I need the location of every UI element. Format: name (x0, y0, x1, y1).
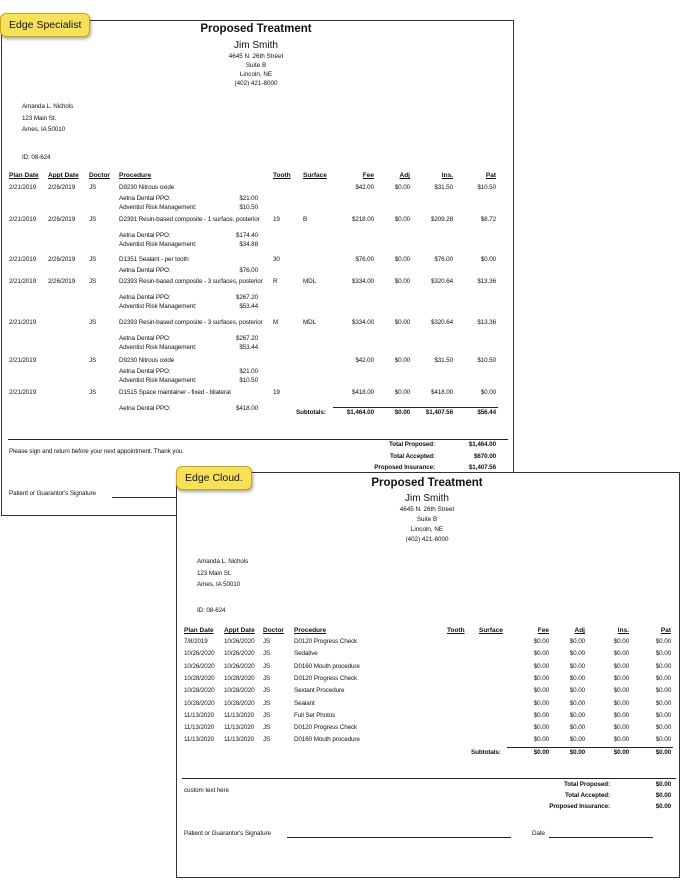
appt-date-cell: 10/28/2020 (224, 699, 255, 707)
appt-date-cell: 10/26/2020 (224, 662, 255, 670)
subtotal-ins: $1,407.56 (425, 409, 453, 416)
plan-date-cell: 10/28/2020 (184, 687, 215, 695)
col-header-fee: Fee (362, 172, 374, 179)
procedure-cell: Sextant Procedure (294, 687, 345, 695)
subtotal-pat: $56.44 (477, 409, 496, 416)
adj-cell: $0.00 (569, 711, 585, 719)
doctor-cell: JS (263, 724, 271, 732)
total-label: Total Proposed: (389, 441, 435, 448)
insurance-label: Aetna Dental PPO: (119, 294, 171, 301)
tooth-cell: M (273, 319, 279, 326)
ins-cell: $0.00 (613, 662, 629, 670)
doctor-cell: JS (263, 638, 271, 645)
total-value: $0.00 (655, 781, 671, 788)
ins-cell: $0.00 (613, 650, 629, 658)
surface-cell: B (303, 216, 308, 223)
fee-cell: $42.00 (355, 184, 374, 191)
document-title: Proposed Treatment (371, 477, 483, 489)
doctor-cell: JS (263, 687, 271, 695)
insurance-label: Aetna Dental PPO: (119, 405, 171, 412)
fee-cell: $42.00 (355, 357, 374, 364)
doctor-cell: JS (89, 216, 97, 223)
adj-cell: $0.00 (394, 357, 410, 364)
signature-label: Patient or Guarantor's Signature (9, 490, 96, 497)
procedure-cell: D0160 Mouth procedure (294, 736, 360, 744)
fee-cell: $0.00 (533, 711, 549, 719)
pat-cell: $0.00 (655, 674, 671, 682)
tooth-cell: R (273, 278, 278, 285)
insurance-amount: $10.50 (239, 204, 258, 211)
adj-cell: $0.00 (394, 216, 410, 223)
insurance-amount: $174.40 (235, 232, 258, 239)
insurance-label: Adventist Risk Management: (119, 204, 197, 211)
insurance-amount: $267.20 (235, 294, 258, 301)
footer-text: Please sign and return before your next appointment. Thank you. (9, 448, 184, 455)
procedure-cell: D9230 Nitrous oxide (119, 357, 175, 364)
patient-address: 123 Main St. (22, 115, 57, 122)
total-label: Proposed Insurance: (374, 464, 435, 471)
col-header-adj: Adj (574, 627, 585, 634)
practice-address-line2: Suite B (245, 62, 267, 69)
col-header-pat: Pat (660, 627, 671, 634)
signature-line (287, 837, 511, 838)
col-header-ins: Ins. (617, 627, 629, 634)
adj-cell: $0.00 (394, 278, 410, 285)
subtotal-line (507, 747, 673, 748)
adj-cell: $0.00 (394, 319, 410, 326)
col-header-fee: Fee (537, 627, 549, 634)
plan-date-cell: 10/28/2020 (184, 674, 215, 682)
practice-city: Lincoln, NE (239, 71, 273, 78)
adj-cell: $0.00 (394, 389, 410, 396)
pat-cell: $0.00 (655, 650, 671, 658)
tooth-cell: 30 (273, 256, 280, 263)
total-label: Total Accepted: (389, 453, 435, 460)
practice-name: Jim Smith (234, 40, 278, 51)
ins-cell: $209.28 (430, 216, 453, 223)
doctor-cell: JS (263, 650, 271, 658)
adj-cell: $0.00 (569, 736, 585, 744)
doctor-cell: JS (263, 699, 271, 707)
total-value: $0.00 (655, 792, 671, 799)
doctor-cell: JS (263, 674, 271, 682)
practice-name: Jim Smith (405, 493, 449, 504)
col-header-procedure: Procedure (294, 627, 327, 634)
procedure-cell: D2391 Resin-based composite - 1 surface, posterior (119, 216, 260, 223)
total-label: Proposed Insurance: (549, 803, 610, 810)
procedure-cell: D2393 Resin-based composite - 3 surfaces, posterior (119, 278, 263, 285)
appt-date-cell: 11/13/2020 (224, 711, 255, 719)
subtotal-adj: $0.00 (394, 409, 410, 416)
adj-cell: $0.00 (394, 256, 410, 263)
practice-city: Lincoln, NE (410, 526, 444, 533)
practice-address-line2: Suite B (416, 516, 438, 523)
adj-cell: $0.00 (569, 724, 585, 732)
total-value: $0.00 (655, 803, 671, 810)
pat-cell: $0.00 (655, 711, 671, 719)
col-header-doctor: Doctor (263, 627, 284, 634)
ins-cell: $76.00 (434, 256, 453, 263)
appt-date-cell: 10/26/2020 (224, 638, 255, 645)
subtotal-fee: $1,464.00 (346, 409, 374, 416)
total-value: $1,464.00 (468, 441, 496, 448)
patient-id: ID: 08-624 (22, 154, 51, 161)
adj-cell: $0.00 (569, 674, 585, 682)
col-header-doctor: Doctor (89, 172, 110, 179)
insurance-label: Aetna Dental PPO: (119, 368, 171, 375)
pat-cell: $0.00 (655, 699, 671, 707)
fee-cell: $76.00 (355, 256, 374, 263)
total-value: $670.00 (473, 453, 496, 460)
col-header-surface: Surface (479, 627, 503, 634)
adj-cell: $0.00 (569, 638, 585, 645)
ins-cell: $0.00 (613, 724, 629, 732)
fee-cell: $0.00 (533, 687, 549, 695)
plan-date-cell: 2/21/2019 (9, 256, 37, 263)
subtotal-adj: $0.00 (569, 749, 585, 756)
col-header-ins: Ins. (441, 172, 453, 179)
ins-cell: $320.64 (430, 319, 453, 326)
total-value: $1,407.56 (468, 464, 496, 471)
document-title: Proposed Treatment (200, 23, 312, 35)
plan-date-cell: 10/28/2020 (184, 699, 215, 707)
procedure-cell: D0120 Progress Check (294, 674, 358, 682)
col-header-procedure: Procedure (119, 172, 152, 179)
adj-cell: $0.00 (569, 650, 585, 658)
col-header-surface: Surface (303, 172, 327, 179)
ins-cell: $0.00 (613, 711, 629, 719)
col-header-plan-date: Plan Date (9, 172, 39, 179)
appt-date-cell: 2/26/2019 (48, 184, 76, 191)
fee-cell: $0.00 (533, 699, 549, 707)
insurance-amount: $76.00 (239, 267, 258, 274)
date-label: Date (532, 830, 545, 837)
tooth-cell: 19 (273, 389, 280, 396)
insurance-label: Adventist Risk Management: (119, 303, 197, 310)
appt-date-cell: 11/13/2020 (224, 736, 255, 744)
footer-text: custom text here (184, 787, 229, 794)
ins-cell: $0.00 (613, 736, 629, 744)
insurance-label: Adventist Risk Management: (119, 241, 197, 248)
appt-date-cell: 2/26/2019 (48, 278, 76, 285)
plan-date-cell: 2/21/2019 (9, 389, 37, 396)
plan-date-cell: 10/26/2020 (184, 650, 215, 658)
doctor-cell: JS (89, 256, 97, 263)
insurance-amount: $10.50 (239, 377, 258, 384)
fee-cell: $0.00 (533, 638, 549, 645)
ins-cell: $31.50 (434, 357, 453, 364)
col-header-appt-date: Appt Date (48, 172, 79, 179)
subtotal-ins: $0.00 (613, 749, 629, 756)
procedure-cell: D9230 Nitrous oxide (119, 184, 175, 191)
patient-name: Amanda L. Nichols (22, 103, 74, 110)
pat-cell: $0.00 (480, 389, 496, 396)
plan-date-cell: 7/8/2019 (184, 638, 208, 645)
plan-date-cell: 11/13/2020 (184, 711, 215, 719)
fee-cell: $334.00 (351, 319, 374, 326)
ins-cell: $320.64 (430, 278, 453, 285)
col-header-appt-date: Appt Date (224, 627, 255, 634)
signature-label: Patient or Guarantor's Signature (184, 830, 271, 837)
edge-cloud-label: Edge Cloud. (176, 466, 252, 490)
pat-cell: $0.00 (655, 736, 671, 744)
subtotal-pat: $0.00 (655, 749, 671, 756)
subtotals-label: Subtotals: (296, 409, 326, 416)
insurance-amount: $267.20 (235, 335, 258, 342)
insurance-amount: $53.44 (239, 344, 258, 351)
plan-date-cell: 2/21/2019 (9, 184, 37, 191)
insurance-label: Aetna Dental PPO: (119, 335, 171, 342)
insurance-amount: $21.00 (239, 195, 258, 202)
plan-date-cell: 2/21/2019 (9, 278, 37, 285)
plan-date-cell: 2/21/2019 (9, 357, 37, 364)
patient-city: Ames, IA 50010 (22, 126, 66, 133)
fee-cell: $218.00 (351, 216, 374, 223)
procedure-cell: Sealant (294, 699, 315, 707)
pat-cell: $13.36 (477, 319, 496, 326)
pat-cell: $10.50 (477, 357, 496, 364)
insurance-label: Aetna Dental PPO: (119, 267, 171, 274)
subtotal-fee: $0.00 (533, 749, 549, 756)
doctor-cell: JS (89, 357, 97, 364)
col-header-plan-date: Plan Date (184, 627, 214, 634)
date-line (549, 837, 653, 838)
practice-address-line1: 4645 N. 26th Street (399, 506, 455, 513)
procedure-cell: D1351 Sealant - per tooth (119, 256, 189, 263)
insurance-label: Aetna Dental PPO: (119, 232, 171, 239)
col-header-pat: Pat (485, 172, 496, 179)
adj-cell: $0.00 (394, 184, 410, 191)
total-label: Total Accepted: (564, 792, 610, 799)
insurance-amount: $418.00 (235, 405, 258, 412)
ins-cell: $0.00 (613, 674, 629, 682)
procedure-cell: Sedative (294, 650, 318, 658)
doctor-cell: JS (89, 319, 97, 326)
appt-date-cell: 2/26/2019 (48, 216, 76, 223)
insurance-amount: $53.44 (239, 303, 258, 310)
adj-cell: $0.00 (569, 687, 585, 695)
ins-cell: $0.00 (613, 699, 629, 707)
fee-cell: $0.00 (533, 736, 549, 744)
procedure-cell: Full Set Photos (294, 711, 336, 719)
patient-city: Ames, IA 50010 (197, 581, 241, 588)
total-label: Total Proposed: (564, 781, 610, 788)
ins-cell: $418.00 (430, 389, 453, 396)
doctor-cell: JS (89, 184, 97, 191)
surface-cell: MDL (303, 278, 316, 285)
tooth-cell: 19 (273, 216, 280, 223)
appt-date-cell: 11/13/2020 (224, 724, 255, 732)
footer-divider (8, 439, 508, 440)
procedure-cell: D1515 Space maintainer - fixed - bilateral (119, 389, 231, 396)
fee-cell: $0.00 (533, 650, 549, 658)
pat-cell: $8.72 (480, 216, 496, 223)
subtotals-label: Subtotals: (471, 749, 501, 756)
fee-cell: $0.00 (533, 662, 549, 670)
col-header-tooth: Tooth (447, 627, 465, 634)
insurance-label: Adventist Risk Management: (119, 377, 197, 384)
pat-cell: $0.00 (655, 638, 671, 645)
patient-id: ID: 08-624 (197, 607, 226, 614)
plan-date-cell: 2/21/2019 (9, 216, 37, 223)
insurance-label: Aetna Dental PPO: (119, 195, 171, 202)
practice-phone: (402) 421-8000 (234, 80, 278, 87)
edge-specialist-document (1, 20, 514, 516)
procedure-cell: D2393 Resin-based composite - 3 surfaces, posterior (119, 319, 263, 326)
col-header-adj: Adj (399, 172, 410, 179)
plan-date-cell: 11/13/2020 (184, 724, 215, 732)
procedure-cell: D0120 Progress Check (294, 638, 358, 645)
patient-name: Amanda L. Nichols (197, 558, 249, 565)
col-header-tooth: Tooth (273, 172, 291, 179)
insurance-label: Adventist Risk Management: (119, 344, 197, 351)
plan-date-cell: 10/26/2020 (184, 662, 215, 670)
surface-cell: MDL (303, 319, 316, 326)
procedure-cell: D0120 Progress Check (294, 724, 358, 732)
footer-divider (182, 778, 676, 779)
pat-cell: $13.36 (477, 278, 496, 285)
appt-date-cell: 10/28/2020 (224, 674, 255, 682)
edge-cloud-document (176, 472, 680, 878)
pat-cell: $0.00 (655, 724, 671, 732)
adj-cell: $0.00 (569, 662, 585, 670)
patient-address: 123 Main St. (197, 570, 232, 577)
practice-address-line1: 4645 N. 26th Street (228, 53, 284, 60)
plan-date-cell: 2/21/2019 (9, 319, 37, 326)
plan-date-cell: 11/13/2020 (184, 736, 215, 744)
practice-phone: (402) 421-8000 (405, 536, 449, 543)
insurance-amount: $21.00 (239, 368, 258, 375)
signature-line (112, 497, 176, 498)
doctor-cell: JS (89, 278, 97, 285)
pat-cell: $10.50 (477, 184, 496, 191)
appt-date-cell: 10/28/2020 (224, 687, 255, 695)
ins-cell: $0.00 (613, 687, 629, 695)
doctor-cell: JS (263, 711, 271, 719)
fee-cell: $0.00 (533, 724, 549, 732)
ins-cell: $0.00 (613, 638, 629, 645)
fee-cell: $418.00 (351, 389, 374, 396)
doctor-cell: JS (89, 389, 97, 396)
pat-cell: $0.00 (655, 687, 671, 695)
doctor-cell: JS (263, 662, 271, 670)
fee-cell: $0.00 (533, 674, 549, 682)
procedure-cell: D0160 Mouth procedure (294, 662, 360, 670)
adj-cell: $0.00 (569, 699, 585, 707)
insurance-amount: $34.88 (239, 241, 258, 248)
fee-cell: $334.00 (351, 278, 374, 285)
pat-cell: $0.00 (480, 256, 496, 263)
edge-specialist-label: Edge Specialist (0, 13, 90, 37)
doctor-cell: JS (263, 736, 271, 744)
ins-cell: $31.50 (434, 184, 453, 191)
appt-date-cell: 10/26/2020 (224, 650, 255, 658)
pat-cell: $0.00 (655, 662, 671, 670)
appt-date-cell: 2/26/2019 (48, 256, 76, 263)
subtotal-line (333, 407, 498, 408)
